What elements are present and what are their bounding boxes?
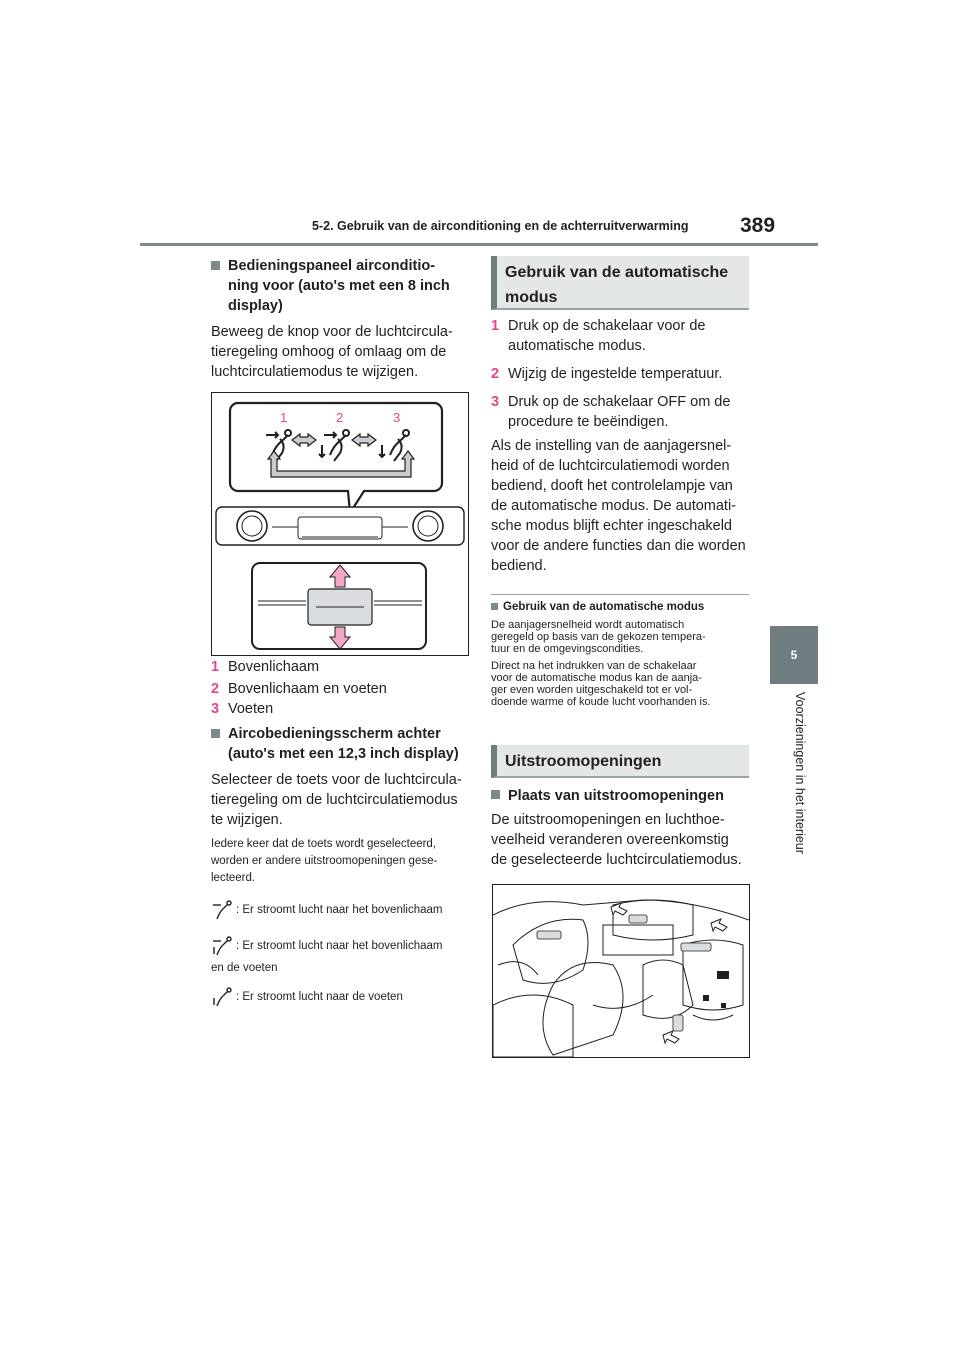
step-item: 3 Druk op de schakelaar OFF om de procedure te beëindigen.	[491, 394, 731, 430]
airflow-row: : Er stroomt lucht naar het bovenlichaam	[211, 898, 473, 922]
airflow-upper-body-icon	[211, 899, 233, 921]
airflow-row-continued: en de voeten	[211, 962, 278, 974]
airflow-upper-body-feet-icon	[211, 935, 233, 957]
section-auto-mode: Gebruik van de automatische modus	[491, 256, 749, 310]
chapter-tab: 5	[770, 626, 818, 684]
paragraph-toggle-info: Iedere keer dat de toets wordt geselecteerd, worden er andere uitstroomopeningen gese- lecteerd.	[211, 838, 438, 884]
airflow-icon-list	[211, 898, 473, 1009]
bullet-square-icon	[211, 261, 220, 270]
step-item: 1 Druk op de schakelaar voor de automatische modus.	[491, 318, 706, 354]
heading-front-panel: Bedieningspaneel airconditio- ning voor (auto's met een 8 inch display)	[211, 256, 469, 316]
page-number: 389	[740, 214, 776, 237]
airflow-row: : Er stroomt lucht naar het bovenlichaam	[211, 934, 473, 958]
bullet-square-icon	[491, 790, 500, 799]
figure-label-2: 2	[336, 410, 344, 425]
note-auto-mode: Gebruik van de automatische modus De aanjagersnelheid wordt automatisch geregeld op basis van de gekozen tempera- tuur en de omgevingscondities. Direct na het indrukken van de schakelaar voor de automatische modus kan de aanja- ger even worden uitgeschakeld tot er vol- doende warme of koude lucht voorhanden is.	[491, 601, 711, 708]
section-title: 5-2. Gebruik van de airconditioning en de achterruitverwarming	[312, 219, 689, 233]
legend-item: 2 Bovenlichaam en voeten	[211, 681, 387, 697]
legend-item: 3 Voeten	[211, 701, 274, 717]
note-divider	[491, 594, 749, 595]
paragraph-front-panel: Beweeg de knop voor de luchtcircula- tieregeling omhoog of omlaag om de luchtcirculatiemodus te wijzigen.	[211, 324, 453, 380]
header-divider	[140, 243, 818, 246]
airflow-feet-icon	[211, 986, 233, 1008]
legend-item: 1 Bovenlichaam	[211, 659, 320, 675]
airflow-row: : Er stroomt lucht naar de voeten	[211, 985, 473, 1009]
paragraph-rear-screen: Selecteer de toets voor de luchtcircula- tieregeling om de luchtcirculatiemodus te wijzigen.	[211, 772, 462, 828]
bullet-square-icon	[211, 729, 220, 738]
step-item: 2 Wijzig de ingestelde temperatuur.	[491, 366, 723, 382]
bullet-square-icon	[491, 603, 498, 610]
control-panel-illustration	[212, 393, 468, 655]
paragraph-auto-mode: Als de instelling van de aanjagersnel- heid of de luchtcirculatiemodi worden bediend, dooft het controlelampje van de automatische modus. De automati- sche modus blijft echter ingeschakeld voor de andere functies dan die worden bediend.	[491, 438, 746, 574]
figure-car-interior	[492, 884, 750, 1058]
heading-vent-locations: Plaats van uitstroomopeningen	[491, 786, 753, 806]
figure-label-1: 1	[280, 410, 288, 425]
figure-label-3: 3	[393, 410, 401, 425]
chapter-title: Voorzieningen in het interieur	[793, 692, 807, 854]
figure-control-panel	[211, 392, 469, 656]
figure-legend	[211, 657, 471, 719]
auto-mode-steps	[491, 316, 751, 432]
section-vents: Uitstroomopeningen	[491, 745, 749, 778]
paragraph-vents: De uitstroomopeningen en luchthoe- veelheid veranderen overeenkomstig de geselecteerde luchtcirculatiemodus.	[491, 812, 742, 868]
car-interior-illustration	[493, 885, 749, 1057]
heading-rear-screen: Aircobedieningsscherm achter (auto's met een 12,3 inch display)	[211, 724, 473, 764]
